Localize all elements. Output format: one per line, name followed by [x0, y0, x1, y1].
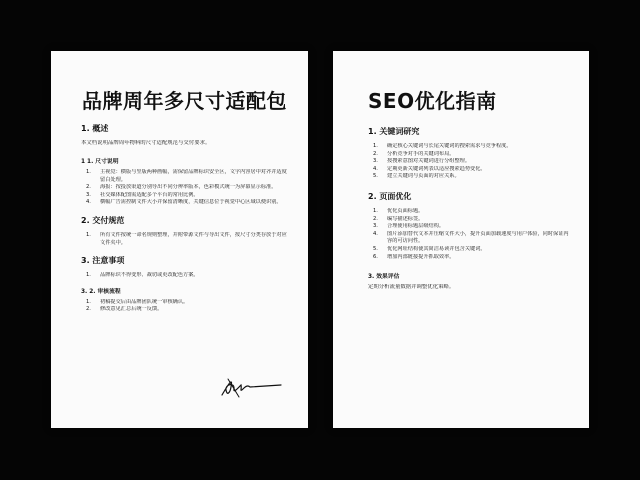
- list-item: 2. 修改意见汇总后统一反馈。: [86, 306, 163, 313]
- section-heading: 2. 交付规范: [81, 215, 125, 225]
- list-item: 1. 初稿提交后由品牌团队统一审核确认。: [86, 298, 189, 305]
- list-item: 2. 海报：按投放渠道分别导出不同分辨率版本，色彩模式统一为屏幕显示标准。: [86, 184, 277, 191]
- list-item: 3. 按搜索意图对关键词进行分组整理。: [373, 158, 471, 165]
- list-item: 1. 优化页面标题。: [373, 207, 424, 214]
- section-heading: 2. 页面优化: [368, 191, 412, 201]
- list-item: 3. 合理使用标题层级结构。: [373, 223, 445, 230]
- list-item: 2. 分析竞争对手的关键词布局。: [373, 150, 455, 157]
- list-item: 5. 建立关键词与页面的对应关系。: [373, 173, 460, 180]
- section-heading: 1. 概述: [81, 124, 109, 133]
- section-intro: 本文档说明品牌周年物料的尺寸适配规范与交付要求。: [81, 140, 211, 146]
- item-list: [81, 169, 290, 207]
- subsection-heading: 1 1. 尺寸说明: [81, 159, 119, 165]
- item-list: [81, 299, 290, 314]
- document-page-right: [333, 51, 589, 428]
- subsection-heading: 3. 2. 审核流程: [81, 288, 121, 295]
- document-body: [81, 123, 290, 322]
- list-item: 4. 定期更新关键词列表以适应搜索趋势变化。: [373, 165, 486, 172]
- item-list: [81, 272, 290, 280]
- document-page-left: [51, 51, 308, 428]
- section-heading: 3. 注意事项: [81, 256, 125, 266]
- list-item: 2. 编写描述标签。: [373, 215, 424, 222]
- section-heading: 3. 效果评估: [368, 274, 400, 281]
- list-item: 4. 图片添加替代文本并压缩文件大小，提升页面加载速度与用户体验，同时保证内容的可访问性。: [373, 230, 569, 245]
- item-list: [81, 232, 290, 247]
- list-item: 5. 优化网址结构使其简洁易读并包含关键词。: [373, 245, 486, 252]
- list-item: 1. 品牌标识不得变形、裁切或更改配色方案。: [86, 272, 199, 279]
- section-text: 定期分析流量数据并调整优化策略。: [368, 284, 455, 291]
- item-list: [368, 143, 573, 181]
- list-item: 1. 主视觉：横版与竖版两种画幅，需保留品牌标识安全区，文字内容居中对齐并适度留白处理。: [86, 169, 287, 183]
- list-item: 3. 社交媒体配图需适配多个平台的常用比例。: [86, 191, 199, 198]
- list-item: 1. 所有文件按统一命名规则整理，并附带源文件与导出文件，按尺寸分类存放于对应文件夹中。: [86, 231, 287, 246]
- list-item: 4. 横幅广告需控制文件大小并保留清晰度，关键信息位于视觉中心区域以便识别。: [86, 199, 282, 206]
- document-title: SEO优化指南: [368, 89, 497, 113]
- document-title: 品牌周年多尺寸适配包: [82, 89, 287, 113]
- list-item: 1. 确定核心关键词与长尾关键词的搜索需求与竞争程度。: [373, 143, 512, 149]
- section-heading: 1. 关键词研究: [368, 127, 420, 136]
- signature-icon: [219, 373, 285, 399]
- document-body: [368, 126, 573, 291]
- item-list: [368, 208, 573, 261]
- list-item: 6. 增加内部链接提升抓取效率。: [373, 253, 455, 260]
